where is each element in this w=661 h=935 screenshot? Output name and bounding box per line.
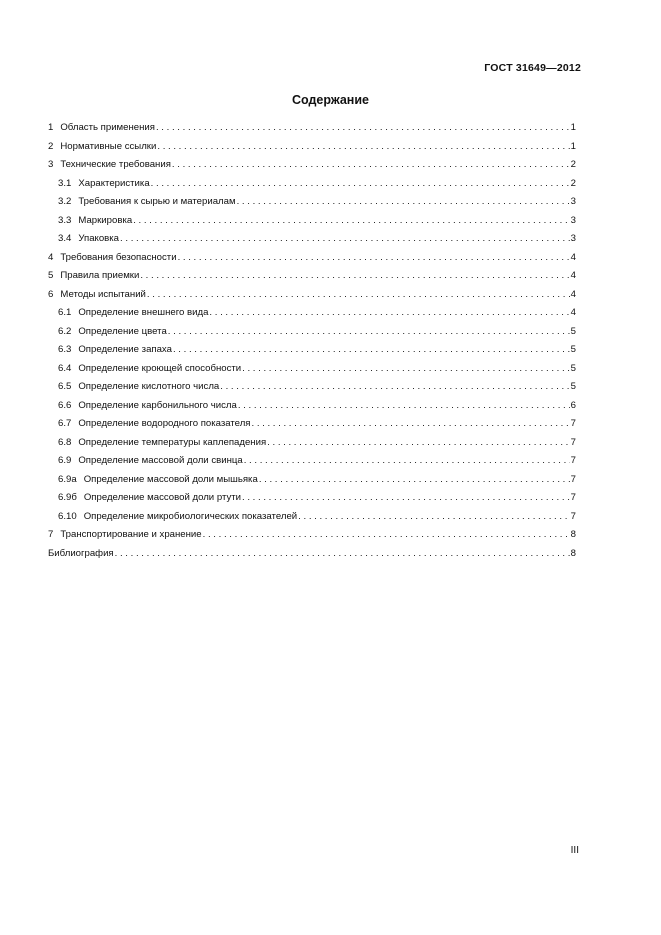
toc-entry-title: Характеристика [78, 177, 150, 189]
toc-entry-page: 7 [570, 510, 576, 522]
toc-entry-title: Правила приемки [60, 270, 140, 281]
toc-dot-leader [115, 548, 570, 559]
toc-entry-number: 6.8 [58, 436, 72, 448]
toc-dot-leader [238, 400, 570, 411]
toc-dot-leader [178, 252, 570, 263]
toc-entry-number: 6.4 [58, 362, 72, 374]
toc-entry-title: Технические требования [60, 159, 171, 170]
toc-entry-number: 1 [48, 122, 54, 133]
toc-entry[interactable] [48, 178, 576, 197]
toc-entry-page: 4 [570, 288, 576, 300]
toc-entry-title: Определение водородного показателя [78, 418, 251, 429]
toc-entry-number: 2 [48, 140, 54, 152]
toc-entry[interactable] [48, 289, 576, 308]
toc-entry-title: Определение кислотного числа [78, 381, 220, 392]
toc-entry[interactable] [48, 344, 576, 363]
toc-entry-page: 7 [570, 418, 576, 429]
toc-entry-title: Нормативные ссылки [60, 140, 157, 152]
page-title: Содержание [291, 93, 369, 107]
toc-entry-page: 3 [570, 233, 576, 244]
toc-entry-title: Методы испытаний [60, 288, 146, 300]
toc-entry[interactable] [48, 196, 576, 215]
toc-entry-page: 4 [570, 251, 576, 263]
toc-entry[interactable] [48, 215, 576, 234]
toc-entry-number: 6.10 [58, 510, 77, 522]
toc-entry[interactable] [48, 529, 576, 548]
toc-dot-leader [140, 270, 569, 281]
toc-entry-title: Определение внешнего вида [78, 307, 209, 318]
table-of-contents [48, 122, 576, 566]
toc-entry-number: 3.2 [58, 196, 72, 207]
toc-entry-title: Библиография [48, 547, 114, 559]
toc-dot-leader [244, 455, 570, 466]
toc-entry[interactable] [48, 437, 576, 456]
toc-entry-page: 3 [570, 196, 576, 207]
toc-entry[interactable] [48, 474, 576, 493]
toc-entry-number: 3 [48, 159, 54, 170]
toc-dot-leader [156, 122, 570, 133]
toc-entry-number: 6.9б [58, 492, 77, 503]
toc-entry-number: 5 [48, 270, 54, 281]
toc-entry[interactable] [48, 252, 576, 271]
toc-entry[interactable] [48, 492, 576, 511]
toc-dot-leader [147, 289, 570, 300]
toc-dot-leader [120, 233, 570, 244]
toc-entry-page: 7 [570, 492, 576, 503]
toc-entry-page: 1 [570, 140, 576, 152]
toc-entry[interactable] [48, 270, 576, 289]
toc-entry-page: 6 [570, 399, 576, 411]
toc-dot-leader [251, 418, 569, 429]
toc-entry[interactable] [48, 548, 576, 567]
toc-entry-page: 2 [570, 159, 576, 170]
toc-entry-page: 5 [570, 362, 576, 374]
toc-entry-title: Определение массовой доли ртути [83, 492, 242, 503]
toc-dot-leader [267, 437, 570, 448]
toc-entry-page: 7 [570, 436, 576, 448]
toc-dot-leader [203, 529, 570, 540]
toc-entry-number: 3.3 [58, 214, 72, 226]
toc-dot-leader [298, 511, 570, 522]
toc-entry-title: Определение кроющей способности [78, 362, 242, 374]
toc-entry-page: 4 [570, 307, 576, 318]
toc-entry-number: 6.3 [58, 344, 72, 355]
toc-entry-title: Определение микробиологических показателей [83, 510, 298, 522]
toc-dot-leader [172, 159, 570, 170]
page-number: III [570, 845, 579, 856]
toc-entry-page: 5 [570, 381, 576, 392]
toc-dot-leader [168, 326, 570, 337]
toc-dot-leader [242, 363, 570, 374]
toc-entry[interactable] [48, 455, 576, 474]
toc-entry[interactable] [48, 326, 576, 345]
toc-dot-leader [209, 307, 569, 318]
toc-entry[interactable] [48, 307, 576, 326]
toc-entry-title: Требования безопасности [60, 251, 177, 263]
toc-entry[interactable] [48, 159, 576, 178]
toc-entry-title: Упаковка [78, 233, 120, 244]
toc-entry-number: 4 [48, 251, 54, 263]
toc-dot-leader [157, 141, 569, 152]
toc-entry-number: 6.2 [58, 325, 72, 337]
toc-entry-page: 7 [570, 455, 576, 466]
toc-dot-leader [242, 492, 570, 503]
toc-entry-title: Определение массовой доли мышьяка [83, 473, 258, 485]
toc-entry-title: Область применения [60, 122, 155, 133]
toc-entry[interactable] [48, 511, 576, 530]
toc-entry[interactable] [48, 418, 576, 437]
toc-entry-page: 8 [570, 529, 576, 540]
toc-entry-title: Определение цвета [78, 325, 167, 337]
toc-entry-page: 7 [570, 473, 576, 485]
toc-entry-page: 3 [570, 214, 576, 226]
toc-entry-number: 6.5 [58, 381, 72, 392]
toc-dot-leader [133, 215, 569, 226]
toc-entry-number: 6.1 [58, 307, 72, 318]
toc-entry[interactable] [48, 122, 576, 141]
toc-entry-title: Определение запаха [78, 344, 172, 355]
toc-entry-title: Требования к сырью и материалам [78, 196, 236, 207]
toc-entry-title: Определение массовой доли свинца [78, 455, 243, 466]
toc-entry-title: Определение температуры каплепадения [78, 436, 267, 448]
document-code: ГОСТ 31649—2012 [484, 62, 581, 74]
toc-entry-number: 3.4 [58, 233, 72, 244]
toc-dot-leader [259, 474, 570, 485]
toc-entry-number: 3.1 [58, 177, 72, 189]
toc-dot-leader [173, 344, 570, 355]
toc-entry[interactable] [48, 141, 576, 160]
toc-entry-page: 5 [570, 344, 576, 355]
toc-entry[interactable] [48, 381, 576, 400]
toc-entry-page: 2 [570, 177, 576, 189]
toc-entry-title: Маркировка [78, 214, 133, 226]
toc-entry-page: 8 [570, 547, 576, 559]
toc-entry-number: 7 [48, 529, 54, 540]
toc-entry-number: 6.9а [58, 473, 77, 485]
toc-dot-leader [151, 178, 570, 189]
toc-entry-number: 6 [48, 288, 54, 300]
toc-entry-page: 4 [570, 270, 576, 281]
toc-entry-number: 6.6 [58, 399, 72, 411]
toc-entry[interactable] [48, 400, 576, 419]
toc-entry-page: 5 [570, 325, 576, 337]
toc-dot-leader [220, 381, 569, 392]
toc-dot-leader [237, 196, 570, 207]
toc-entry-page: 1 [570, 122, 576, 133]
toc-entry[interactable] [48, 363, 576, 382]
toc-entry-title: Транспортирование и хранение [60, 529, 202, 540]
toc-entry-number: 6.7 [58, 418, 72, 429]
toc-entry[interactable] [48, 233, 576, 252]
toc-entry-number: 6.9 [58, 455, 72, 466]
toc-entry-title: Определение карбонильного числа [78, 399, 237, 411]
